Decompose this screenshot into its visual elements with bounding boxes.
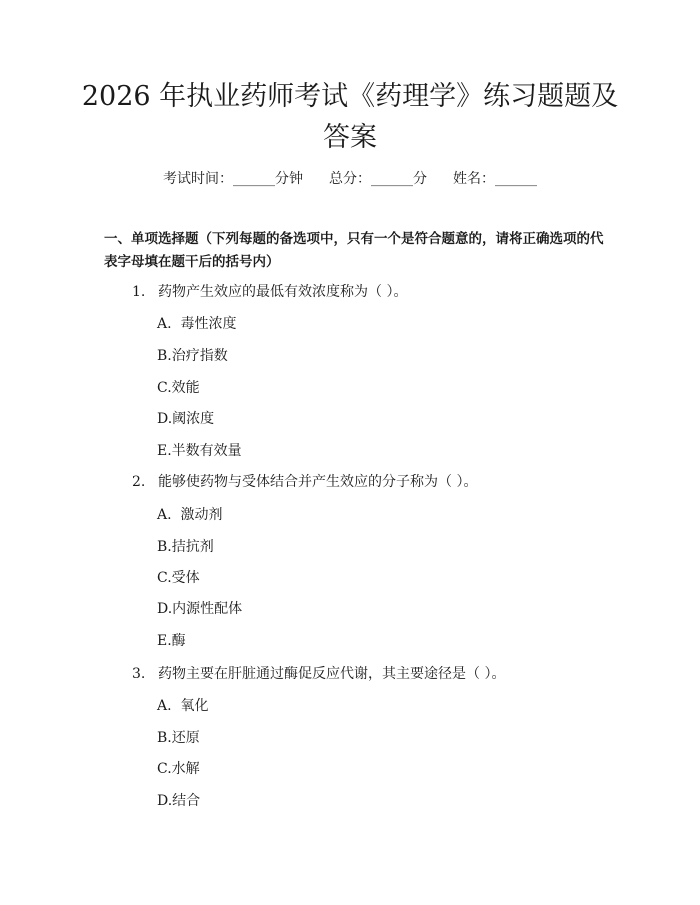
option-2e: E.酶 xyxy=(157,633,186,649)
document-title xyxy=(80,76,620,158)
option-3a: A. 氧化 xyxy=(157,698,209,714)
question-2 xyxy=(132,472,477,492)
option-3c: C.水解 xyxy=(157,761,200,777)
question-number: 1. xyxy=(132,284,146,300)
option-2b: B.拮抗剂 xyxy=(157,539,214,555)
total-score-field: 总分：______分 xyxy=(329,171,427,187)
option-1a: A. 毒性浓度 xyxy=(157,316,237,332)
question-text: 能够使药物与受体结合并产生效应的分子称为（ ）。 xyxy=(158,474,478,490)
option-2a: A. 激动剂 xyxy=(157,507,223,523)
question-1 xyxy=(132,282,407,302)
option-3b: B.还原 xyxy=(157,730,200,746)
question-3 xyxy=(132,664,505,684)
question-number: 2. xyxy=(132,474,146,490)
option-1b: B.治疗指数 xyxy=(157,348,228,364)
name-field: 姓名：______ xyxy=(453,171,537,187)
option-2d: D.内源性配体 xyxy=(157,601,243,617)
exam-time-field: 考试时间：______分钟 xyxy=(163,171,303,187)
question-text: 药物产生效应的最低有效浓度称为（ ）。 xyxy=(158,284,408,300)
option-2c: C.受体 xyxy=(157,570,200,586)
title-line-1: 2026 年执业药师考试《药理学》练习题题及 xyxy=(81,81,619,112)
title-line-2: 答案 xyxy=(323,122,377,153)
option-3d: D.结合 xyxy=(157,793,201,809)
question-text: 药物主要在肝脏通过酶促反应代谢，其主要途径是（ ）。 xyxy=(158,666,506,682)
option-1d: D.阈浓度 xyxy=(157,411,215,427)
question-number: 3. xyxy=(132,666,146,682)
exam-info-line xyxy=(0,169,700,189)
section-heading-single-choice: 一、单项选择题（下列每题的备选项中，只有一个是符合题意的，请将正确选项的代表字母填在题干后的括号内） xyxy=(104,231,604,270)
option-1c: C.效能 xyxy=(157,380,200,396)
option-1e: E.半数有效量 xyxy=(157,443,242,459)
